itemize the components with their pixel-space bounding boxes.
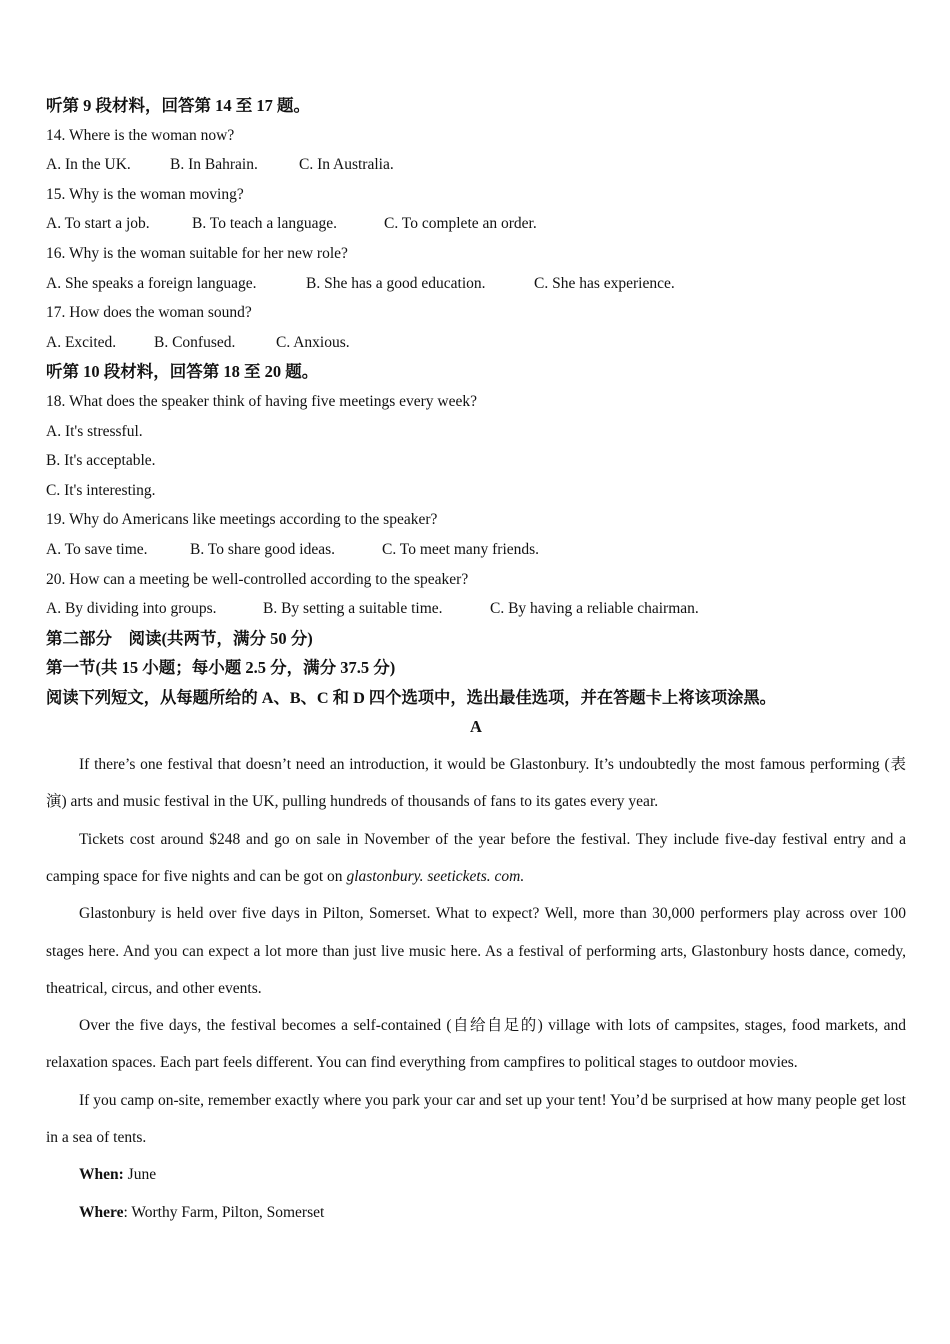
where-value: : Worthy Farm, Pilton, Somerset <box>123 1203 325 1221</box>
when-label: When: <box>79 1166 124 1184</box>
question-20-options <box>46 594 906 624</box>
question-18-option-a: A. It's stressful. <box>46 422 143 440</box>
question-16: 16. Why is the woman suitable for her new role? <box>46 244 348 262</box>
question-18-option-c: C. It's interesting. <box>46 481 156 499</box>
question-19-options <box>46 535 906 565</box>
option-b: B. By setting a suitable time. <box>263 600 443 618</box>
passage-paragraph-5: If you camp on-site, remember exactly where you park your car and set up your tent! You’d be surprised at how many people get lost in a sea of tents. <box>46 1091 906 1147</box>
option-b: B. Confused. <box>154 333 236 351</box>
option-b: B. She has a good education. <box>306 274 486 292</box>
passage-paragraph-1: If there’s one festival that doesn’t need an introduction, it would be Glastonbury. It’s undoubtedly the most famous performing (表演) arts and music festival in the UK, pulling hundreds of thousands of fans to its gates every year. <box>46 756 906 811</box>
question-19: 19. Why do Americans like meetings according to the speaker? <box>46 511 438 529</box>
passage-paragraph-2 <box>46 821 906 896</box>
option-a: A. She speaks a foreign language. <box>46 274 257 292</box>
where-label: Where <box>79 1203 124 1221</box>
part2-title: 第二部分 阅读(共两节，满分 50 分) <box>46 628 313 648</box>
paragraph-2-text: Tickets cost around $248 and go on sale in November of the year before the festival. They include five-day festival entry and a camping space for five nights and can be got on <box>46 830 906 885</box>
option-c: C. To complete an order. <box>384 215 537 233</box>
option-b: B. To teach a language. <box>192 215 337 233</box>
question-15: 15. Why is the woman moving? <box>46 185 244 203</box>
question-20: 20. How can a meeting be well-controlled according to the speaker? <box>46 570 469 588</box>
part2-instruction: 阅读下列短文，从每题所给的 A、B、C 和 D 四个选项中，选出最佳选项，并在答题卡上将该项涂黑。 <box>46 687 776 707</box>
when-value: June <box>123 1166 157 1184</box>
exam-page <box>46 91 906 1231</box>
option-a: A. In the UK. <box>46 156 131 174</box>
question-14-options <box>46 150 906 180</box>
option-c: C. To meet many friends. <box>382 540 540 558</box>
option-b: B. In Bahrain. <box>170 156 258 174</box>
ticket-website: glastonbury. seetickets. com. <box>346 867 525 885</box>
part2-section1-title: 第一节(共 15 小题；每小题 2.5 分，满分 37.5 分) <box>46 658 396 678</box>
option-c: C. By having a reliable chairman. <box>490 600 699 618</box>
question-18: 18. What does the speaker think of having five meetings every week? <box>46 392 477 410</box>
question-17-options <box>46 328 906 358</box>
question-14: 14. Where is the woman now? <box>46 126 235 144</box>
passage-paragraph-3: Glastonbury is held over five days in Pilton, Somerset. What to expect? Well, more than 30,000 performers play across over 100 stages here. And you can expect a lot more than just live music here. As a festival of performing arts, Glastonbury hosts dance, comedy, theatrical, circus, and other events. <box>46 905 906 997</box>
passage-paragraph-4: Over the five days, the festival becomes a self-contained (自给自足的) village with lots of campsites, stages, food markets, and relaxation spaces. Each part feels different. You can find everything from campfires to political stages to outdoor movies. <box>46 1017 906 1072</box>
option-a: A. To start a job. <box>46 215 150 233</box>
question-15-options <box>46 209 906 239</box>
option-c: C. Anxious. <box>276 333 350 351</box>
question-18-option-b: B. It's acceptable. <box>46 452 156 470</box>
question-16-options <box>46 269 906 299</box>
option-a: A. To save time. <box>46 540 148 558</box>
passage-label: A <box>470 717 482 737</box>
where-line <box>46 1194 906 1231</box>
option-a: A. By dividing into groups. <box>46 600 217 618</box>
section10-heading: 听第 10 段材料，回答第 18 至 20 题。 <box>46 362 319 382</box>
when-line <box>46 1156 906 1193</box>
option-c: C. She has experience. <box>534 274 675 292</box>
option-a: A. Excited. <box>46 333 117 351</box>
section9-heading: 听第 9 段材料，回答第 14 至 17 题。 <box>46 96 310 115</box>
question-17: 17. How does the woman sound? <box>46 304 252 322</box>
option-b: B. To share good ideas. <box>190 540 335 558</box>
option-c: C. In Australia. <box>299 156 394 174</box>
